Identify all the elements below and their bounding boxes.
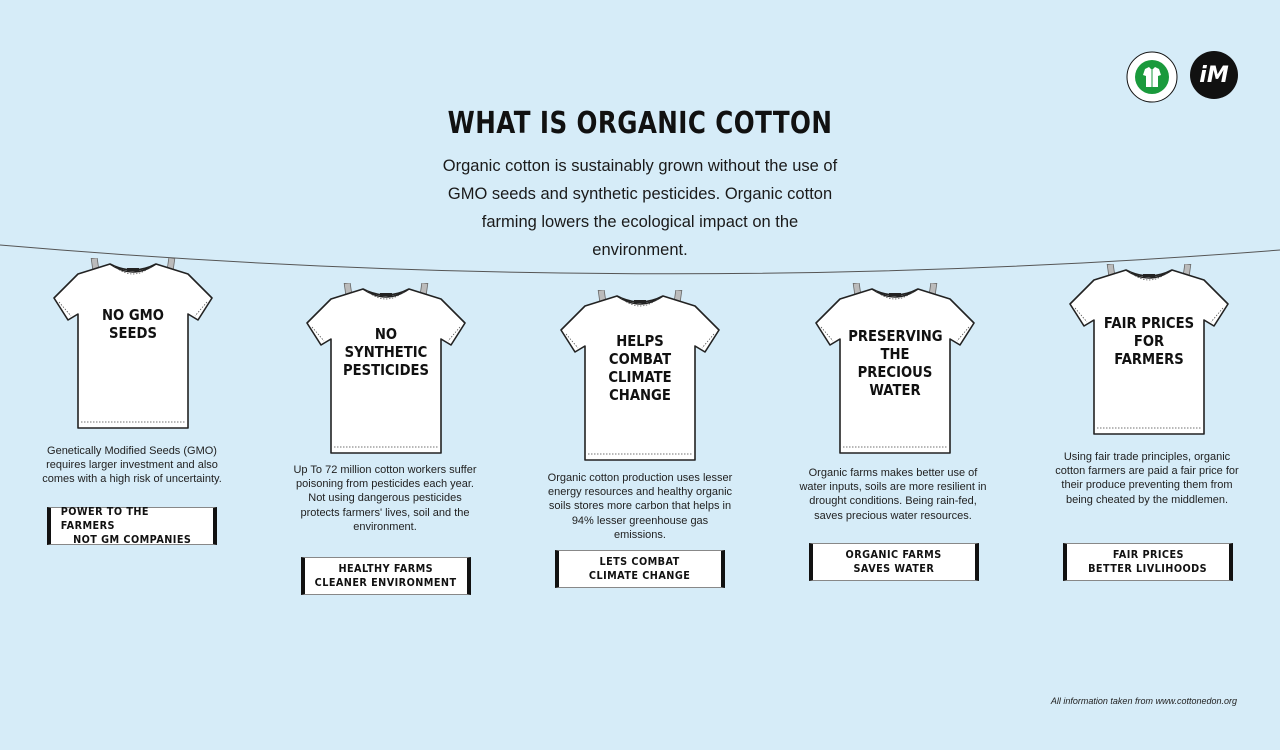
badge-climate (555, 550, 725, 588)
badge-no-pesticides (301, 557, 471, 595)
im-logo (1190, 51, 1238, 99)
badge-line2: CLEANER ENVIRONMENT (315, 576, 457, 589)
badge-line1: HEALTHY FARMS (338, 562, 434, 575)
description-fair-prices: Using fair trade principles, organic cotton farmers are paid a fair price for their produce preventing them from being cheated by the middlemen. (1055, 451, 1239, 506)
badge-line1: POWER TO THE FARMERS (60, 505, 149, 532)
badge-line1: FAIR PRICES (1112, 548, 1184, 561)
tshirt-no-pesticides (301, 283, 471, 463)
tshirt-slogan: FAIR PRICES FOR FARMERS (1103, 314, 1195, 368)
tshirt-fair-prices (1064, 264, 1234, 444)
gots-logo (1126, 51, 1178, 103)
description-climate: Organic cotton production uses lesser energy resources and healthy organic soils stores more carbon that helps in 94% lesser greenhouse gas emissions. (547, 472, 733, 541)
badge-line2: NOT GM COMPANIES (72, 533, 192, 546)
tshirt-water (810, 283, 980, 463)
tshirt-slogan: HELPS COMBAT CLIMATE CHANGE (608, 332, 672, 404)
intro-text: Organic cotton is sustainably grown without the use of GMO seeds and synthetic pesticides. Organic cotton farming lowers the ecological impact on the environment. (442, 157, 838, 259)
badge-fair-prices (1063, 543, 1233, 581)
tshirt-no-gmo (48, 258, 218, 438)
badge-line2: SAVES WATER (853, 562, 935, 575)
badge-water (809, 543, 979, 581)
source-credit: All information taken from www.cottonedon.org (1050, 696, 1237, 706)
description-no-pesticides: Up To 72 million cotton workers suffer poisoning from pesticides each year. Not using dangerous pesticides protects farmers' lives, soil and the environment. (293, 464, 477, 533)
tshirt-slogan: PRESERVING THE PRECIOUS WATER (848, 327, 943, 399)
tshirt-climate (555, 290, 725, 470)
badge-no-gmo (47, 507, 217, 545)
badge-line2: BETTER LIVLIHOODS (1088, 562, 1208, 575)
badge-line2: CLIMATE CHANGE (589, 569, 691, 582)
badge-line1: ORGANIC FARMS (845, 548, 943, 561)
tshirt-slogan: NO SYNTHETIC PESTICIDES (342, 325, 430, 379)
page-title: WHAT IS ORGANIC COTTON (447, 106, 833, 141)
im-logo-text: iM (1199, 62, 1229, 88)
description-water: Organic farms makes better use of water inputs, soils are more resilient in drought conditions. Being rain-fed, saves precious water resources. (799, 467, 987, 522)
description-no-gmo: Genetically Modified Seeds (GMO) requires larger investment and also comes with a high risk of uncertainty. (42, 445, 222, 486)
tshirt-slogan: NO GMO SEEDS (102, 306, 164, 342)
badge-line1: LETS COMBAT (599, 555, 681, 568)
